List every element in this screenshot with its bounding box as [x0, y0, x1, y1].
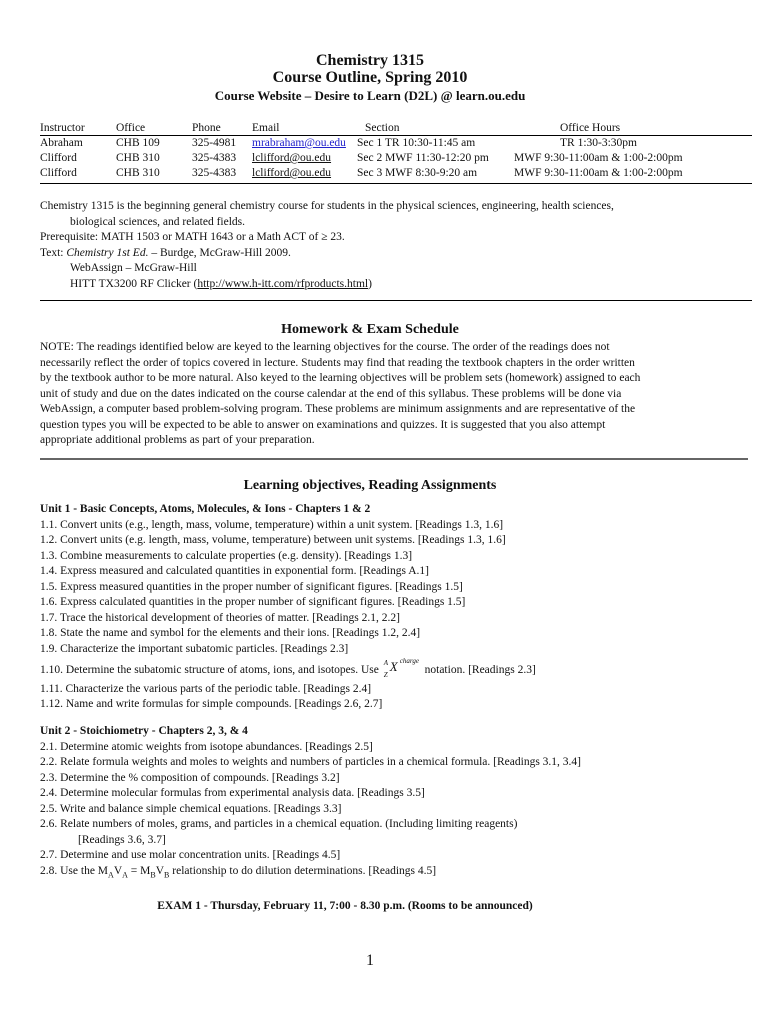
objective-text: 1.10. Determine the subatomic structure of atoms, ions, and isotopes. Use	[40, 664, 382, 676]
objective-text: = M	[127, 864, 151, 877]
mass-number: A	[383, 659, 389, 667]
objective-item: 2.7. Determine and use molar concentration units. [Readings 4.5]	[40, 849, 341, 861]
email-link[interactable]: mrabraham@ou.edu	[252, 137, 346, 149]
objective-item: 1.11. Characterize the various parts of the periodic table. [Readings 2.4]	[40, 682, 372, 695]
charge-label: charge	[399, 657, 419, 665]
objective-item: 1.7. Trace the historical development of theories of matter. [Readings 2.1, 2.2]	[40, 611, 400, 624]
objectives-title: Learning objectives, Reading Assignments	[243, 478, 497, 493]
clicker-text: HITT TX3200 RF Clicker (	[70, 277, 198, 290]
objective-item: 1.3. Combine measurements to calculate properties (e.g. density). [Readings 1.3]	[40, 549, 413, 562]
homework-note	[40, 340, 740, 449]
textbook-title: Chemistry 1st Ed.	[66, 246, 149, 259]
objective-item: 1.5. Express measured quantities in the proper number of significant figures. [Readings 1.5]	[40, 580, 463, 593]
col-header-phone: Phone	[192, 122, 221, 134]
subscript: A	[122, 869, 128, 879]
table-cell: MWF 9:30-11:00am & 1:00-2:00pm	[514, 152, 683, 164]
clicker-close: )	[368, 277, 372, 290]
objective-item	[40, 864, 760, 883]
objective-item-continued: [Readings 3.6, 3.7]	[78, 833, 166, 846]
table-cell: MWF 9:30-11:00am & 1:00-2:00pm	[514, 167, 683, 179]
table-cell: Abraham	[40, 137, 83, 149]
col-header-instructor: Instructor	[40, 122, 85, 134]
course-description	[40, 199, 740, 292]
objective-item: 2.5. Write and balance simple chemical equations. [Readings 3.3]	[40, 802, 342, 815]
col-header-section: Section	[365, 122, 400, 134]
note-line: unit of study and due on the dates indicated on the course calendar at the end of this syllabus. These problems will be done via	[40, 387, 622, 400]
section-divider	[40, 300, 752, 301]
subscript: B	[164, 869, 170, 879]
unit2-title: Unit 2 - Stoichiometry - Chapters 2, 3, & 4	[40, 725, 248, 737]
isotope-notation	[382, 657, 422, 679]
unit2-objectives	[40, 724, 760, 882]
table-cell: Clifford	[40, 152, 77, 164]
table-cell: Sec 1 TR 10:30-11:45 am	[357, 137, 476, 149]
webassign-line: WebAssign – McGraw-Hill	[70, 262, 197, 274]
table-cell: 325-4981	[192, 137, 237, 149]
col-header-email: Email	[252, 122, 280, 134]
email-link[interactable]: lclifford@ou.edu	[252, 152, 332, 164]
note-line: WebAssign, a computer based problem-solving program. These problems are minimum assignments and are representative of the	[40, 403, 636, 415]
subscript: A	[108, 869, 114, 879]
course-website: Course Website – Desire to Learn (D2L) @ learn.ou.edu	[214, 88, 526, 103]
subscript: B	[150, 869, 156, 879]
objective-text: 2.8. Use the M	[40, 864, 109, 877]
table-cell: 325-4383	[192, 167, 237, 179]
objective-item: 2.1. Determine atomic weights from isotope abundances. [Readings 2.5]	[40, 740, 373, 753]
objective-item: 2.6. Relate numbers of moles, grams, and particles in a chemical equation. (Including limiting reagents)	[40, 818, 518, 830]
unit1-title: Unit 1 - Basic Concepts, Atoms, Molecules, & Ions - Chapters 1 & 2	[40, 503, 371, 515]
table-cell: CHB 109	[116, 137, 160, 149]
objective-item: 1.1. Convert units (e.g., length, mass, volume, temperature) within a unit system. [Readings 1.3, 1.6]	[40, 518, 504, 531]
objective-item: 1.2. Convert units (e.g. length, mass, volume, temperature) between unit systems. [Readings 1.3, 1.6]	[40, 534, 506, 546]
objective-item: 1.9. Characterize the important subatomic particles. [Readings 2.3]	[40, 642, 349, 655]
table-cell: 325-4383	[192, 152, 237, 164]
table-cell: CHB 310	[116, 167, 160, 179]
col-header-office-hours: Office Hours	[560, 122, 621, 134]
objective-item	[40, 657, 760, 679]
objective-item: 2.3. Determine the % composition of compounds. [Readings 3.2]	[40, 771, 340, 784]
atomic-number: Z	[383, 671, 388, 679]
course-subtitle: Course Outline, Spring 2010	[272, 69, 468, 86]
page-number: 1	[366, 952, 374, 969]
description-line: biological sciences, and related fields.	[70, 215, 245, 228]
table-cell: Sec 3 MWF 8:30-9:20 am	[357, 167, 478, 179]
note-line: NOTE: The readings identified below are keyed to the learning objectives for the course. The order of the readings does not	[40, 341, 610, 353]
note-line: appropriate additional problems as part of your preparation.	[40, 434, 315, 446]
objective-item: 1.6. Express calculated quantities in the proper number of significant figures. [Readings 1.5]	[40, 596, 466, 608]
prerequisite: Prerequisite: MATH 1503 or MATH 1643 or a Math ACT of ≥ 23.	[40, 231, 345, 243]
col-header-office: Office	[116, 122, 146, 134]
note-line: question types you will be expected to be able to answer on examinations and quizzes. It is suggested that you also attempt	[40, 418, 606, 431]
objective-item: 2.4. Determine molecular formulas from experimental analysis data. [Readings 3.5]	[40, 787, 425, 799]
textbook-publisher: – Burdge, McGraw-Hill 2009.	[148, 246, 291, 259]
table-header-rule	[40, 135, 752, 136]
objective-item: 1.8. State the name and symbol for the elements and their ions. [Readings 1.2, 2.4]	[40, 627, 421, 639]
table-cell: Sec 2 MWF 11:30-12:20 pm	[357, 152, 489, 164]
element-symbol: X	[389, 659, 398, 674]
unit1-objectives	[40, 502, 760, 713]
objective-text: V	[155, 864, 165, 877]
email-link[interactable]: lclifford@ou.edu	[252, 167, 332, 179]
objective-item: 1.4. Express measured and calculated quantities in exponential form. [Readings A.1]	[40, 565, 429, 577]
objective-text: V	[113, 864, 123, 877]
textbook-line	[40, 246, 740, 262]
description-line: Chemistry 1315 is the beginning general chemistry course for students in the physical sciences, engineering, health sciences,	[40, 200, 614, 212]
section-divider	[40, 458, 748, 460]
course-title: Chemistry 1315	[316, 52, 424, 69]
objective-item: 2.2. Relate formula weights and moles to weights and numbers of particles in a chemical formula. [Readings 3.1, 3.4]	[40, 756, 581, 768]
note-line: necessarily reflect the order of topics covered in lecture. Students may find that reading the textbook chapters in the order written	[40, 356, 635, 369]
objective-text: relationship to do dilution determinations. [Readings 4.5]	[169, 864, 437, 877]
table-cell: TR 1:30-3:30pm	[560, 137, 637, 149]
clicker-line	[40, 277, 740, 293]
clicker-link[interactable]: http://www.h-itt.com/rfproducts.html	[197, 277, 369, 290]
text-label: Text:	[40, 246, 67, 259]
objective-item: 1.12. Name and write formulas for simple compounds. [Readings 2.6, 2.7]	[40, 698, 383, 710]
table-bottom-rule	[40, 183, 752, 184]
table-cell: CHB 310	[116, 152, 160, 164]
homework-title: Homework & Exam Schedule	[281, 322, 459, 337]
note-line: by the textbook author to be more natural. Also keyed to the learning objectives will be problem sets (homework) assigned to each	[40, 372, 641, 384]
exam-notice: EXAM 1 - Thursday, February 11, 7:00 - 8.30 p.m. (Rooms to be announced)	[157, 900, 533, 912]
table-cell: Clifford	[40, 167, 77, 179]
objective-text: notation. [Readings 2.3]	[421, 664, 536, 676]
